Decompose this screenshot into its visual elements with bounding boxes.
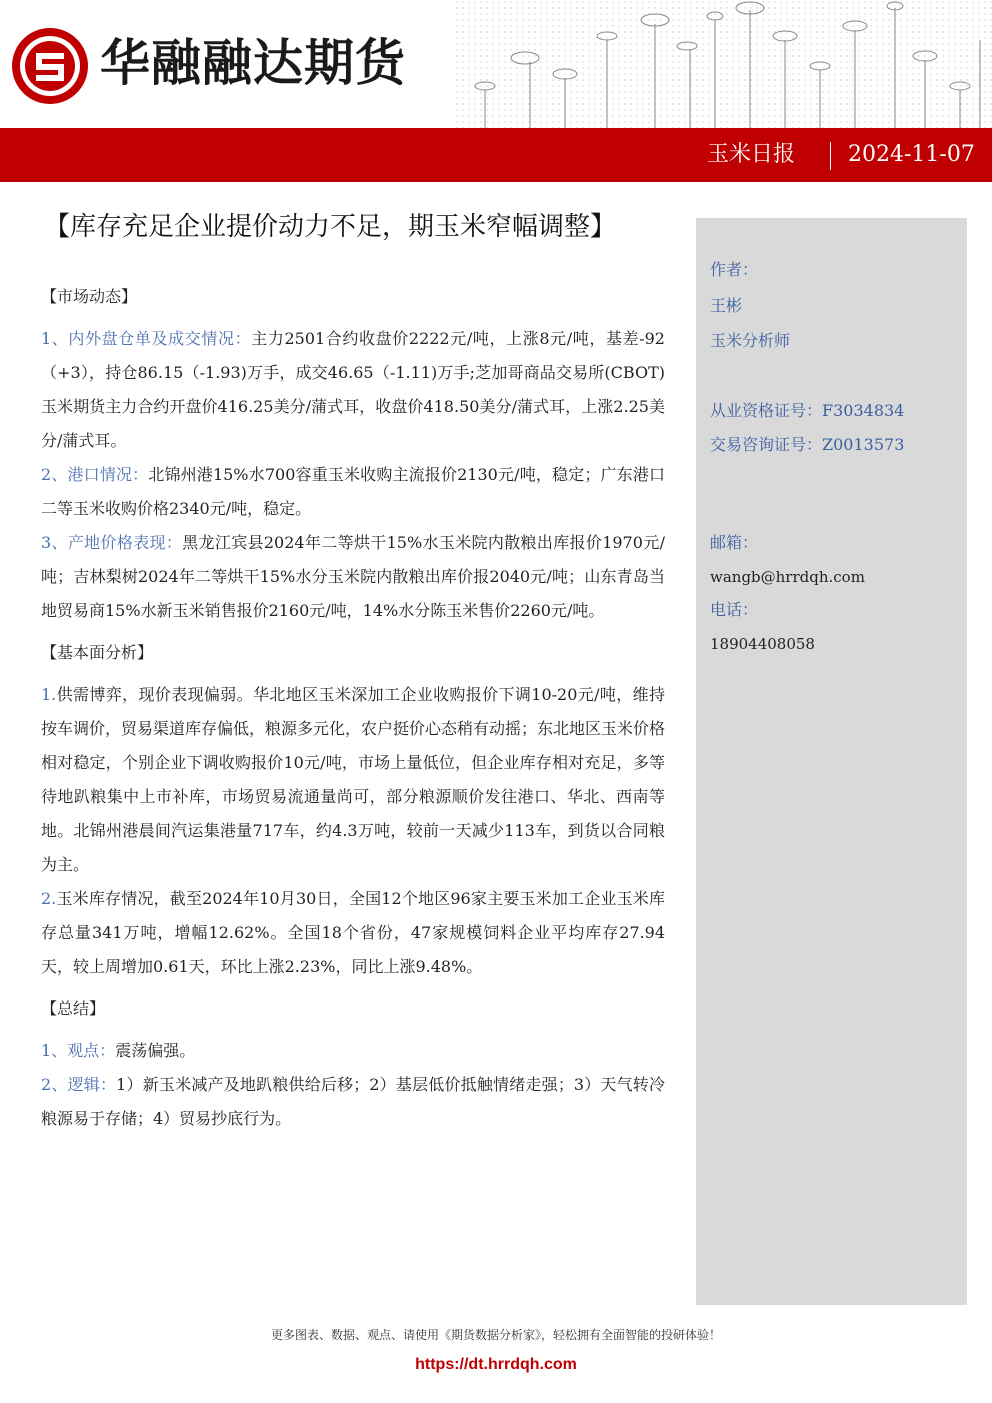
item-lead: 3、产地价格表现： bbox=[41, 533, 183, 552]
item-text: 北锦州港15%水700容重玉米收购主流报价2130元/吨，稳定；广东港口二等玉米收购价格2340元/吨，稳定。 bbox=[41, 465, 665, 518]
fundamental-item-1 bbox=[41, 678, 665, 882]
company-logo-icon bbox=[10, 26, 90, 106]
summary-item-2 bbox=[41, 1068, 665, 1136]
market-item-2 bbox=[41, 458, 665, 526]
market-item-1 bbox=[41, 322, 665, 458]
item-lead: 2. bbox=[41, 889, 57, 908]
item-lead: 2、港口情况： bbox=[41, 465, 149, 484]
author-sidebar bbox=[696, 218, 967, 1305]
item-text: 黑龙江宾县2024年二等烘干15%水玉米院内散粮出库报价1970元/吨；吉林梨树2024年二等烘干15%水分玉米院内散粮出库价报2040元/吨；山东青岛当地贸易商15%水新玉米销售报价2160元/吨，14%水分陈玉米售价2260元/吨。 bbox=[41, 533, 665, 620]
author-name: 王彬 bbox=[710, 296, 743, 315]
email-label: 邮箱： bbox=[710, 533, 759, 552]
item-text: 主力2501合约收盘价2222元/吨，上涨8元/吨，基差-92（+3），持仓86.15（-1.93)万手，成交46.65（-1.11)万手;芝加哥商品交易所(CBOT)玉米期货主力合约开盘价416.25美分/蒲式耳，收盘价418.50美分/蒲式耳，上涨2.25美分/蒲式耳。 bbox=[41, 329, 665, 450]
summary-item-1 bbox=[41, 1034, 665, 1068]
report-body bbox=[41, 284, 665, 1136]
phone-label: 电话： bbox=[710, 600, 759, 619]
item-text: 震荡偏强。 bbox=[115, 1041, 196, 1060]
report-headline: 【库存充足企业提价动力不足，期玉米窄幅调整】 bbox=[44, 212, 617, 242]
item-text: 1）新玉米减产及地趴粮供给后移；2）基层低价抵触情绪走强；3）天气转冷粮源易于存储；4）贸易抄底行为。 bbox=[41, 1075, 665, 1128]
item-lead: 1、观点： bbox=[41, 1041, 116, 1060]
consulting-cert: 交易咨询证号：Z0013573 bbox=[710, 435, 905, 454]
phone-number: 18904408058 bbox=[710, 635, 815, 653]
item-lead: 1. bbox=[41, 685, 57, 704]
section-title-fundamental: 【基本面分析】 bbox=[41, 643, 154, 662]
footer-promo: 更多图表、数据、观点、请使用《期货数据分析家》，轻松拥有全面智能的投研体验！ bbox=[270, 1328, 721, 1342]
company-name: 华融融达期货 bbox=[100, 34, 406, 92]
report-date: 2024-11-07 bbox=[848, 142, 975, 167]
page-header bbox=[0, 0, 992, 128]
footer-link[interactable]: https://dt.hrrdqh.com bbox=[415, 1356, 577, 1373]
section-title-summary: 【总结】 bbox=[41, 999, 106, 1018]
item-lead: 2、逻辑： bbox=[41, 1075, 117, 1094]
item-text: 供需博弈，现价表现偏弱。华北地区玉米深加工企业收购报价下调10-20元/吨，维持按车调价，贸易渠道库存偏低，粮源多元化，农户挺价心态稍有动摇；东北地区玉米价格相对稳定，个别企业下调收购报价10元/吨，市场上量低位，但企业库存相对充足，多等待地趴粮集中上市补库，市场贸易流通量尚可，部分粮源顺价发往港口、华北、西南等地。北锦州港晨间汽运集港量717车，约4.3万吨，较前一天减少113车，到货以合同粮为主。 bbox=[41, 685, 666, 874]
item-text: 玉米库存情况，截至2024年10月30日，全国12个地区96家主要玉米加工企业玉米库存总量341万吨，增幅12.62%。全国18个省份，47家规模饲料企业平均库存27.94天，较上周增加0.61天，环比上涨2.23%，同比上涨9.48%。 bbox=[41, 889, 665, 976]
title-bar bbox=[0, 128, 992, 182]
fundamental-item-2 bbox=[41, 882, 665, 984]
author-title: 玉米分析师 bbox=[710, 331, 791, 350]
decorative-header-art bbox=[455, 0, 992, 128]
section-title-market: 【市场动态】 bbox=[41, 287, 138, 306]
item-lead: 1、内外盘仓单及成交情况： bbox=[41, 329, 252, 348]
market-item-3 bbox=[41, 526, 665, 628]
email-link[interactable]: wangb@hrrdqh.com bbox=[710, 568, 865, 586]
author-label: 作者： bbox=[710, 260, 759, 279]
report-type: 玉米日报 bbox=[706, 142, 795, 167]
title-bar-separator bbox=[830, 142, 831, 170]
qualification-cert: 从业资格证号：F3034834 bbox=[710, 401, 905, 420]
